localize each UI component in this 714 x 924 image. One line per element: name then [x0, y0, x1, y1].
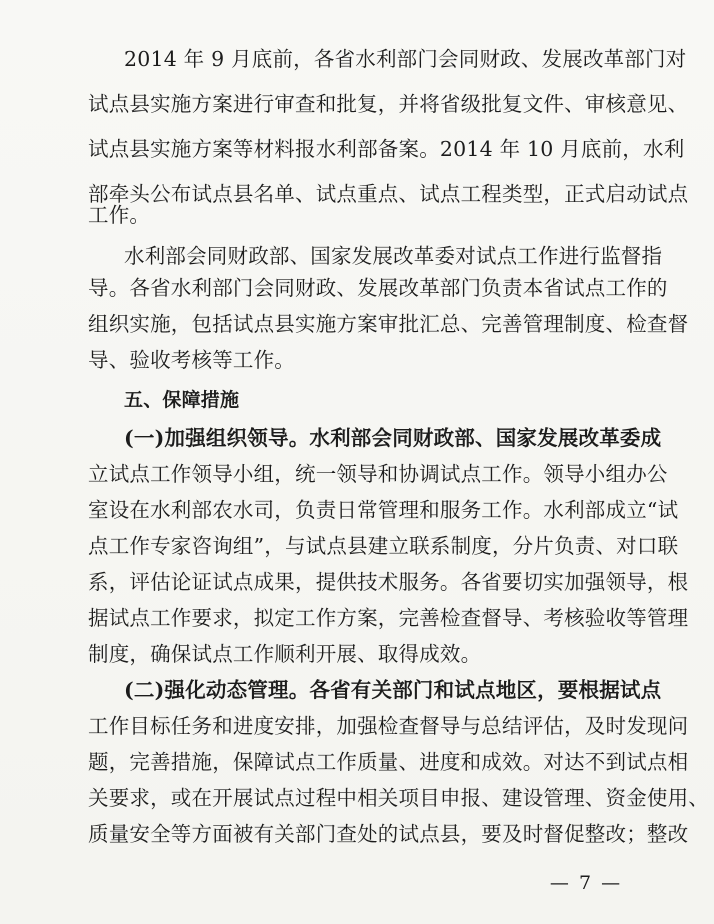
subsection-text: 加强组织领导。水利部会同财政部、国家发展改革委成: [164, 426, 662, 450]
subsection-marker: (二): [124, 678, 165, 702]
text-line: 点工作专家咨询组”，与试点县建立联系制度，分片负责、对口联: [88, 534, 679, 558]
text-line: 题，完善措施，保障试点工作质量、进度和成效。对达不到试点相: [88, 750, 689, 774]
text-line: 工作目标任务和进度安排，加强检查督导与总结评估，及时发现问: [88, 714, 689, 738]
text-line: 制度，确保试点工作顺利开展、取得成效。: [88, 642, 482, 666]
text-line: 2014 年 9 月底前，各省水利部门会同财政、发展改革部门对: [124, 47, 687, 71]
text-line: 质量安全等方面被有关部门查处的试点县，要及时督促整改；整改: [88, 822, 689, 846]
text-line: 导、验收考核等工作。: [88, 348, 295, 372]
text-line: 部牵头公布试点县名单、试点重点、试点工程类型，正式启动试点: [88, 182, 689, 206]
subsection-text: 强化动态管理。各省有关部门和试点地区，要根据试点: [164, 678, 662, 702]
section-heading: 五、保障措施: [124, 389, 240, 411]
text-line: [124, 670, 662, 710]
text-line: 水利部会同财政部、国家发展改革委对试点工作进行监督指: [124, 244, 663, 268]
text-line: 室设在水利部农水司，负责日常管理和服务工作。水利部成立“试: [88, 498, 679, 522]
page-number: — 7 —: [549, 872, 623, 894]
text-line: 系，评估论证试点成果，提供技术服务。各省要切实加强领导，根: [88, 570, 689, 594]
text-line: 关要求，或在开展试点过程中相关项目申报、建设管理、资金使用、: [88, 786, 709, 810]
text-line: 据试点工作要求，拟定工作方案，完善检查督导、考核验收等管理: [88, 606, 689, 630]
text-line: 工作。: [88, 203, 151, 227]
text-line: 立试点工作领导小组，统一领导和协调试点工作。领导小组办公: [88, 462, 668, 486]
subsection-marker: (一): [124, 426, 165, 450]
text-line: 组织实施，包括试点县实施方案审批汇总、完善管理制度、检查督: [88, 312, 689, 336]
text-line: 试点县实施方案进行审查和批复，并将省级批复文件、审核意见、: [88, 92, 689, 116]
text-line: 试点县实施方案等材料报水利部备案。2014 年 10 月底前，水利: [88, 137, 685, 161]
text-line: [124, 418, 662, 458]
text-line: 导。各省水利部门会同财政、发展改革部门负责本省试点工作的: [88, 276, 668, 300]
